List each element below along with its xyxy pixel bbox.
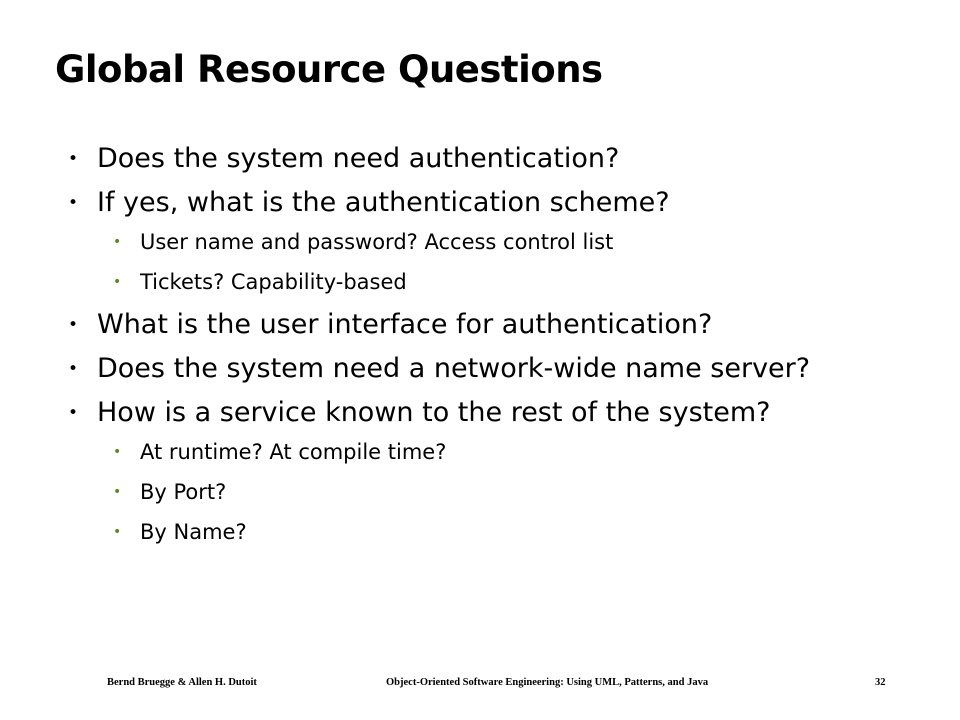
sub-bullet-icon: • bbox=[113, 524, 122, 540]
bullet-icon: • bbox=[68, 193, 79, 213]
bullet-list bbox=[0, 135, 960, 547]
sub-bullet-item bbox=[0, 227, 960, 257]
bullet-text: Does the system need authentication? bbox=[97, 143, 620, 174]
footer-page-number: 32 bbox=[875, 677, 886, 688]
bullet-item bbox=[0, 309, 960, 341]
sub-bullet-icon: • bbox=[113, 484, 122, 500]
bullet-item bbox=[0, 143, 960, 175]
footer-authors: Bernd Bruegge & Allen H. Dutoit bbox=[107, 677, 257, 688]
bullet-icon: • bbox=[68, 315, 79, 335]
sub-bullet-item bbox=[0, 517, 960, 547]
sub-bullet-item bbox=[0, 437, 960, 467]
sub-bullet-icon: • bbox=[113, 234, 122, 250]
sub-bullet-text: By Name? bbox=[140, 520, 247, 544]
bullet-icon: • bbox=[68, 359, 79, 379]
sub-bullet-icon: • bbox=[113, 274, 122, 290]
sub-bullet-text: User name and password? Access control list bbox=[140, 230, 614, 254]
footer-book-title: Object-Oriented Software Engineering: Using UML, Patterns, and Java bbox=[386, 677, 709, 688]
sub-bullet-icon: • bbox=[113, 444, 122, 460]
slide-title: Global Resource Questions bbox=[55, 48, 603, 91]
bullet-item bbox=[0, 353, 960, 385]
bullet-text: Does the system need a network-wide name server? bbox=[97, 353, 811, 384]
sub-bullet-text: Tickets? Capability-based bbox=[140, 270, 407, 294]
sub-bullet-text: By Port? bbox=[140, 480, 227, 504]
sub-bullet-item bbox=[0, 267, 960, 297]
bullet-item bbox=[0, 187, 960, 219]
bullet-item bbox=[0, 397, 960, 429]
bullet-text: How is a service known to the rest of the system? bbox=[97, 397, 771, 428]
sub-bullet-item bbox=[0, 477, 960, 507]
bullet-text: What is the user interface for authentication? bbox=[97, 309, 713, 340]
bullet-icon: • bbox=[68, 403, 79, 423]
sub-bullet-text: At runtime? At compile time? bbox=[140, 440, 447, 464]
bullet-text: If yes, what is the authentication scheme? bbox=[97, 187, 670, 218]
bullet-icon: • bbox=[68, 149, 79, 169]
